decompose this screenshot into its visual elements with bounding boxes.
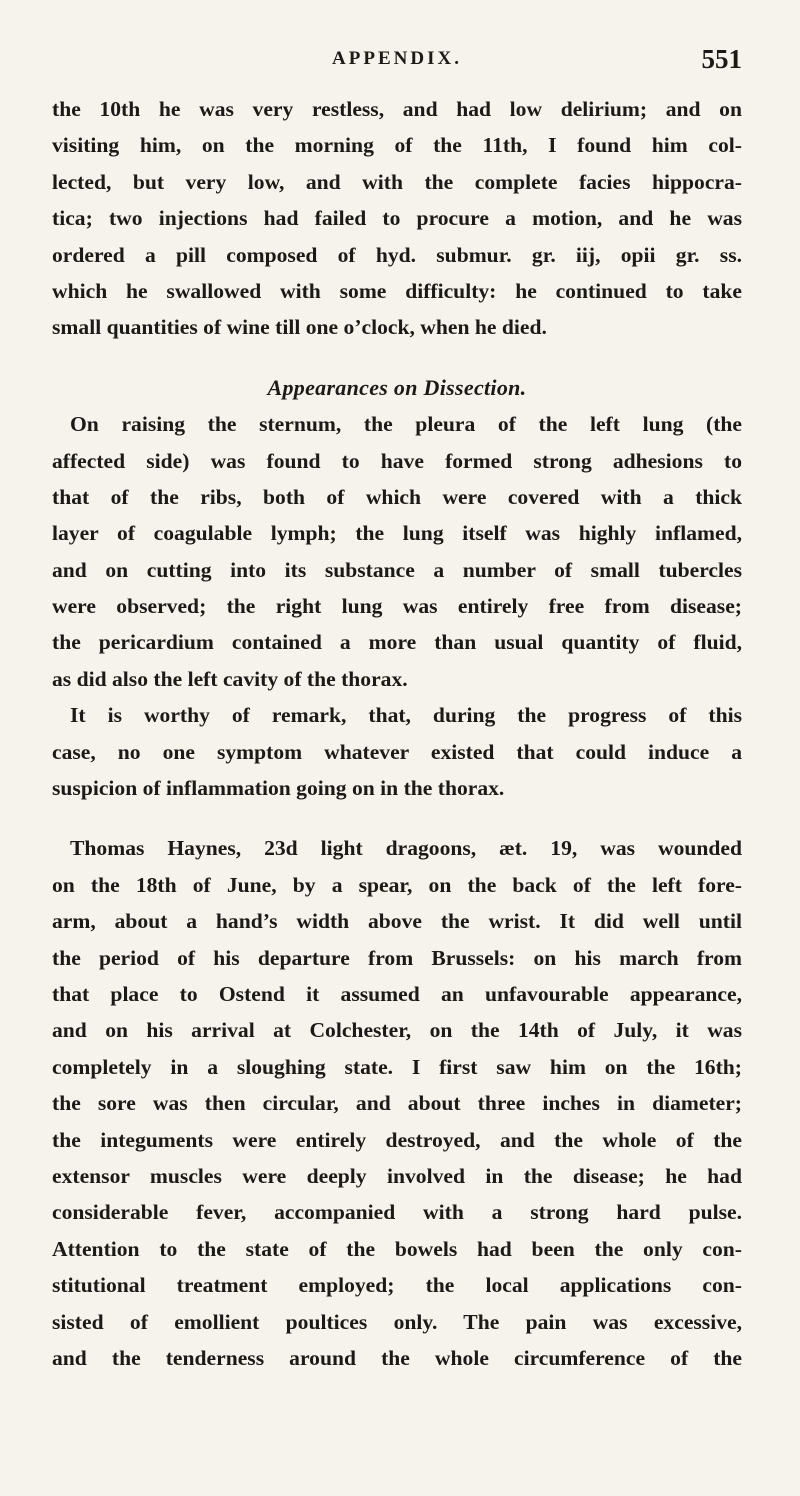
text-line: extensor muscles were deeply involved in the disease; he had <box>52 1163 742 1188</box>
spacer <box>52 806 742 830</box>
text-line: It is worthy of remark, that, during the progress of this <box>70 703 742 728</box>
text-line: were observed; the right lung was entirely free from disease; <box>52 594 742 619</box>
section-heading: Appearances on Dissection. <box>267 374 527 400</box>
text-line: as did also the left cavity of the thorax. <box>52 666 408 691</box>
paragraph-dissection <box>52 406 742 697</box>
text-line: the period of his departure from Brussels: on his march from <box>52 945 742 970</box>
text-line: that of the ribs, both of which were covered with a thick <box>52 484 742 509</box>
text-line: layer of coagulable lymph; the lung itself was highly inflamed, <box>52 521 742 546</box>
text-line: the 10th he was very restless, and had low delirium; and on <box>52 97 742 121</box>
text-line: arm, about a hand’s width above the wrist. It did well until <box>52 909 742 934</box>
text-line: on the 18th of June, by a spear, on the back of the left fore- <box>52 872 742 897</box>
text-line: stitutional treatment employed; the local applications con- <box>52 1273 742 1298</box>
page-header <box>52 44 742 82</box>
running-head: APPENDIX. <box>332 48 462 69</box>
text-line: the pericardium contained a more than usual quantity of fluid, <box>52 630 742 655</box>
text-line: affected side) was found to have formed strong adhesions to <box>52 448 742 473</box>
text-line: that place to Ostend it assumed an unfavourable appearance, <box>52 981 742 1006</box>
paragraph-remark <box>52 697 742 806</box>
text-line: completely in a sloughing state. I first saw him on the 16th; <box>52 1054 742 1079</box>
page-number: 551 <box>701 44 742 74</box>
text-line: which he swallowed with some difficulty: he continued to take <box>52 278 742 303</box>
text-line: ordered a pill composed of hyd. submur. gr. iij, opii gr. ss. <box>52 242 742 267</box>
text-line: Attention to the state of the bowels had been the only con- <box>52 1236 742 1261</box>
body-text <box>52 91 742 1376</box>
text-line: and the tenderness around the whole circumference of the <box>52 1345 742 1370</box>
paragraph-continuation <box>52 91 742 346</box>
text-line: considerable fever, accompanied with a strong hard pulse. <box>52 1200 742 1225</box>
text-line: Thomas Haynes, 23d light dragoons, æt. 19, was wounded <box>70 836 742 861</box>
text-line: and on cutting into its substance a number of small tubercles <box>52 557 742 582</box>
text-line: the integuments were entirely destroyed, and the whole of the <box>52 1127 742 1152</box>
text-line: case, no one symptom whatever existed that could induce a <box>52 739 742 764</box>
text-line: On raising the sternum, the pleura of the left lung (the <box>70 412 742 437</box>
spacer <box>52 346 742 370</box>
text-line: lected, but very low, and with the complete facies hippocra- <box>52 169 742 194</box>
text-line: suspicion of inflammation going on in the thorax. <box>52 776 505 801</box>
text-line: and on his arrival at Colchester, on the 14th of July, it was <box>52 1018 742 1043</box>
text-line: small quantities of wine till one o’clock, when he died. <box>52 315 547 340</box>
text-line: the sore was then circular, and about three inches in diameter; <box>52 1091 742 1116</box>
text-line: visiting him, on the morning of the 11th, I found him col- <box>52 133 742 158</box>
text-line: tica; two injections had failed to procure a motion, and he was <box>52 206 742 231</box>
paragraph-case-haynes <box>52 830 742 1376</box>
text-line: sisted of emollient poultices only. The pain was excessive, <box>52 1309 742 1334</box>
